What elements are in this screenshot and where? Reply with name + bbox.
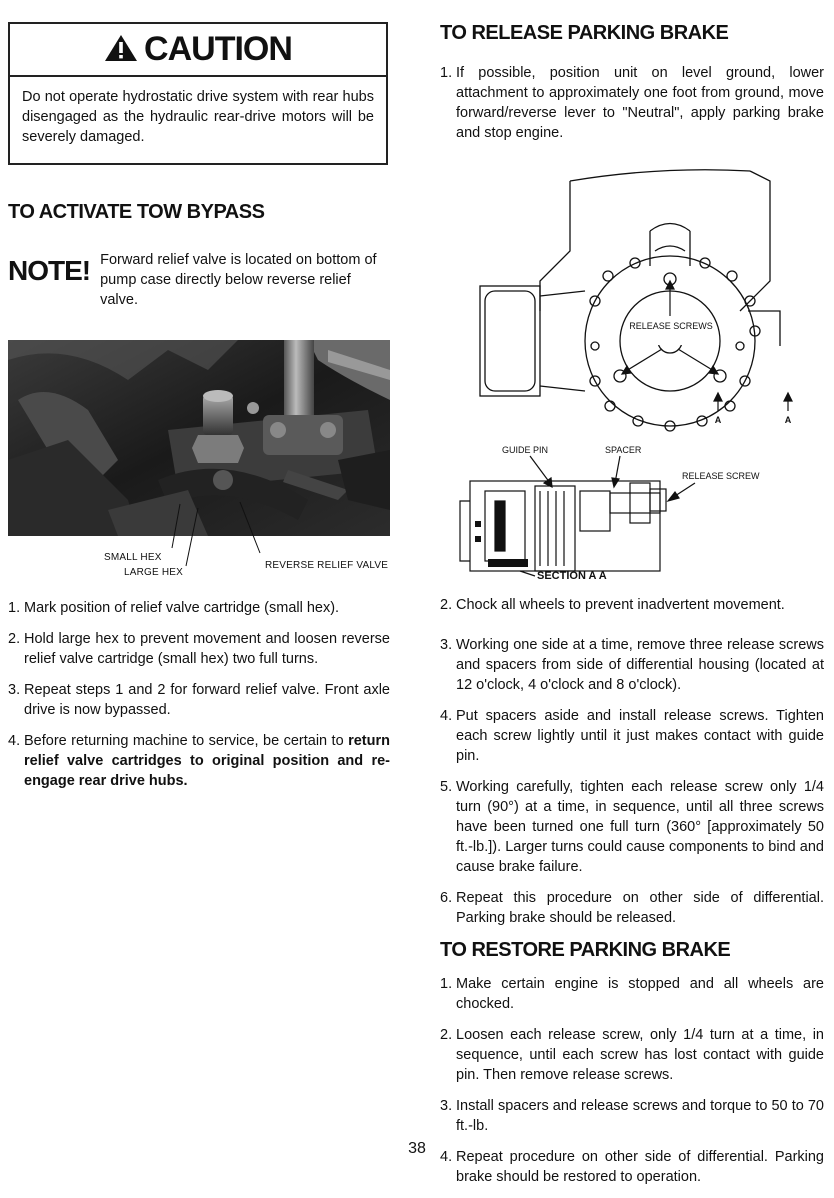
note-text: Forward relief valve is located on bottom of pump case directly below reverse relief valve. [100,252,377,308]
note-label: NOTE! [8,255,91,286]
diagram-label-guide-pin: GUIDE PIN [502,445,549,455]
diagram-label-a-left: A [714,415,722,425]
list-item: 2. Loosen each release screw, only 1/4 turn at a time, in sequence, until each screw has lost contact with guide pin. Then remove release screws. [440,1027,824,1083]
list-item: 4. Repeat procedure on other side of differential. Parking brake should be restored to operation. [440,1149,824,1185]
left-column [8,22,390,802]
list-item: 3. Install spacers and release screws and torque to 50 to 70 ft.-lb. [440,1098,824,1134]
callout-large-hex: LARGE HEX [124,567,184,578]
note-row [8,250,390,310]
list-item: 4. Put spacers aside and install release screws. Tighten each screw lightly until it just makes contact with guide pin. [440,708,824,764]
release-brake-heading: TO RELEASE PARKING BRAKE [440,22,729,44]
differential-diagram [440,171,824,581]
caution-box [8,22,388,165]
list-item: 4. Before returning machine to service, be certain to return relief valve cartridges to original position and re-engage rear drive hubs. [8,733,390,789]
callout-small-hex: SMALL HEX [104,552,162,563]
warning-triangle-icon [104,34,138,62]
caution-title [10,24,386,77]
page-number: 38 [408,1140,426,1157]
restore-brake-heading: TO RESTORE PARKING BRAKE [440,939,731,961]
release-brake-steps [440,595,824,928]
differential-diagram-image [440,171,824,581]
list-item: 5. Working carefully, tighten each release screw only 1/4 turn (90°) at a time, in sequence, until all three screws have been turned one full turn (360° [approximately 50 ft.-lb.]). Larger turns could cause components to bind and cause brake failure. [440,779,824,875]
diagram-label-spacer: SPACER [605,445,642,455]
diagram-label-section: SECTION A A [537,570,607,582]
callout-reverse-relief-valve: REVERSE RELIEF VALVE [265,560,389,571]
diagram-label-release-screws: RELEASE SCREWS [629,321,713,331]
release-brake-intro [440,63,824,143]
tow-bypass-heading: TO ACTIVATE TOW BYPASS [8,201,265,223]
list-item: 3. Repeat steps 1 and 2 for forward relief valve. Front axle drive is now bypassed. [8,682,390,718]
tow-bypass-steps [8,598,390,791]
list-item: 6. Repeat this procedure on other side of differential. Parking brake should be released. [440,890,824,926]
list-item: 1. Mark position of relief valve cartridge (small hex). [8,600,340,616]
emphasis-text: return relief valve cartridges to original position and re-engage rear drive hubs. [24,733,390,789]
diagram-label-release-screw: RELEASE SCREW [682,471,760,481]
list-item: 2. Hold large hex to prevent movement and loosen reverse relief valve cartridge (small hex) two full turns. [8,631,390,667]
list-item: 1. Make certain engine is stopped and all wheels are chocked. [440,976,824,1012]
photo-callouts [8,536,390,596]
list-item: 2. Chock all wheels to prevent inadvertent movement. [440,597,785,613]
callout-lines [8,498,390,588]
list-item: 3. Working one side at a time, remove three release screws and spacers from side of differential housing (located at 12 o'clock, 4 o'clock and 8 o'clock). [440,637,824,693]
caution-text: Do not operate hydrostatic drive system with rear hubs disengaged as the hydraulic rear-drive motors will be severely damaged. [22,89,374,145]
caution-title-text: CAUTION [144,30,292,68]
list-item: 1. If possible, position unit on level ground, lower attachment to approximately one foot from ground, move forward/reverse lever to "Neutral", apply parking brake and stop engine. [440,65,824,141]
right-column [440,22,824,1198]
diagram-label-a-right: A [784,415,792,425]
